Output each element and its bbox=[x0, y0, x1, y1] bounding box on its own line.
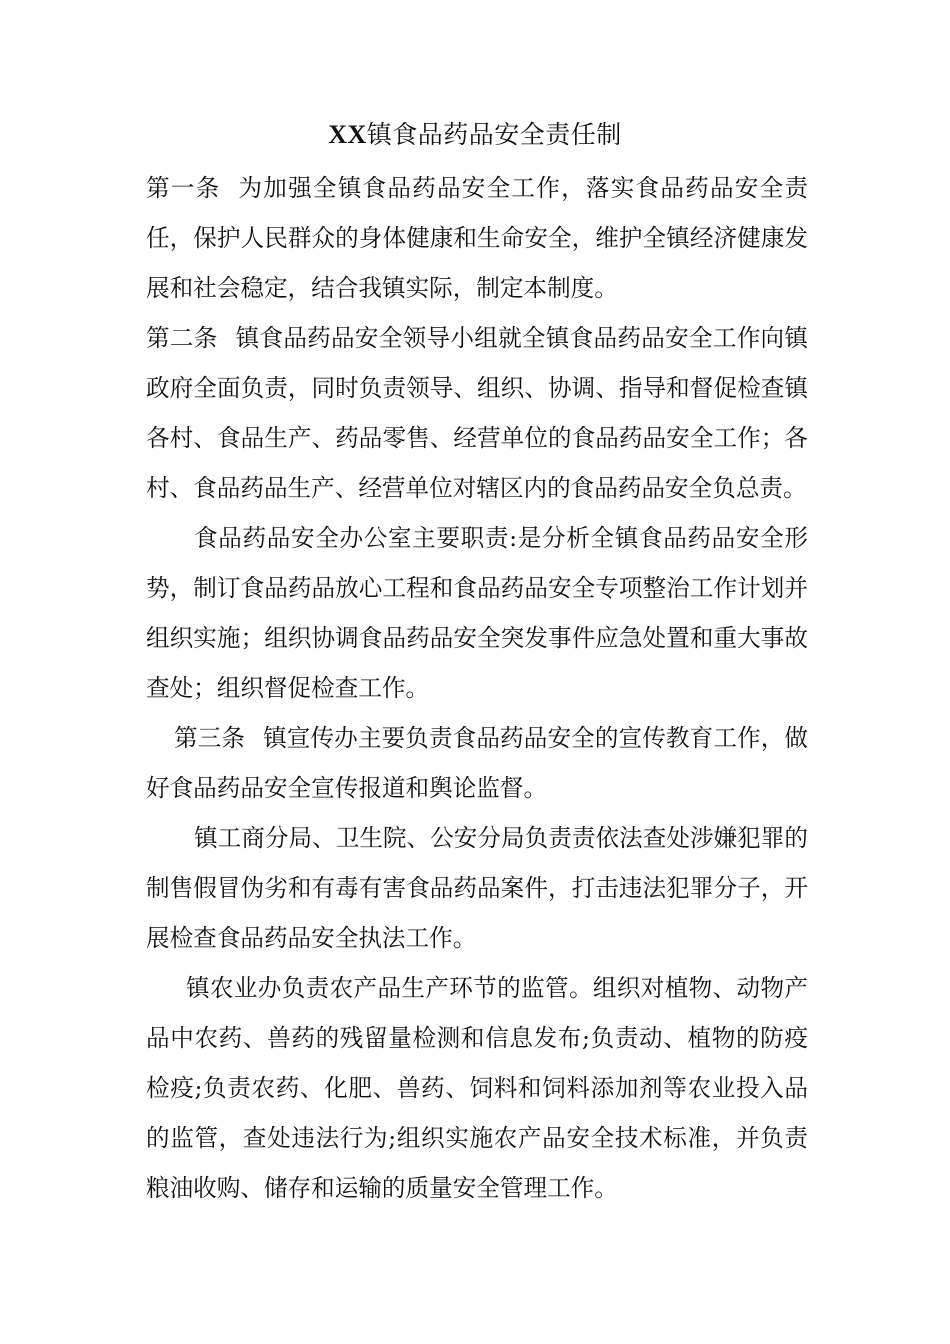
paragraph-article-1 bbox=[146, 163, 808, 313]
paragraph-text: 食品药品安全办公室主要职责:是分析全镇食品药品安全形势，制订食品药品放心工程和食品药品安全专项整治工作计划并组织实施；组织协调食品药品安全突发事件应急处置和重大事故查处；组织督促检查工作。 bbox=[146, 524, 808, 702]
paragraph-agriculture bbox=[146, 963, 808, 1213]
article-label: 第三条 bbox=[174, 724, 246, 752]
paragraph-text: 镇工商分局、卫生院、公安分局负责责依法查处涉嫌犯罪的制售假冒伪劣和有毒有害食品药品案件，打击违法犯罪分子，开展检查食品药品安全执法工作。 bbox=[146, 824, 808, 952]
title-text: 镇食品药品安全责任制 bbox=[366, 120, 622, 149]
article-label: 第二条 bbox=[146, 324, 218, 352]
paragraph-text: 镇农业办负责农产品生产环节的监管。组织对植物、动物产品中农药、兽药的残留量检测和信息发布;负责动、植物的防疫检疫;负责农药、化肥、兽药、饲料和饲料添加剂等农业投入品的监管，查处违法行为;组织实施农产品安全技术标准，并负责粮油收购、储存和运输的质量安全管理工作。 bbox=[146, 974, 808, 1202]
document-body bbox=[146, 163, 808, 1213]
document-title bbox=[0, 116, 950, 154]
paragraph-text: 镇食品药品安全领导小组就全镇食品药品安全工作向镇政府全面负责，同时负责领导、组织、协调、指导和督促检查镇各村、食品生产、药品零售、经营单位的食品药品安全工作；各村、食品药品生产、经营单位对辖区内的食品药品安全负总责。 bbox=[146, 324, 809, 502]
paragraph-article-2 bbox=[146, 313, 808, 513]
title-prefix: XX bbox=[328, 120, 367, 149]
article-label: 第一条 bbox=[146, 174, 221, 202]
paragraph-office-duties bbox=[146, 513, 808, 713]
paragraph-text: 为加强全镇食品药品安全工作，落实食品药品安全责任，保护人民群众的身体健康和生命安全，维护全镇经济健康发展和社会稳定，结合我镇实际，制定本制度。 bbox=[146, 174, 809, 302]
paragraph-enforcement bbox=[146, 813, 808, 963]
paragraph-article-3 bbox=[146, 713, 808, 813]
paragraph-text: 镇宣传办主要负责食品药品安全的宣传教育工作，做好食品药品安全宣传报道和舆论监督。 bbox=[146, 724, 809, 802]
